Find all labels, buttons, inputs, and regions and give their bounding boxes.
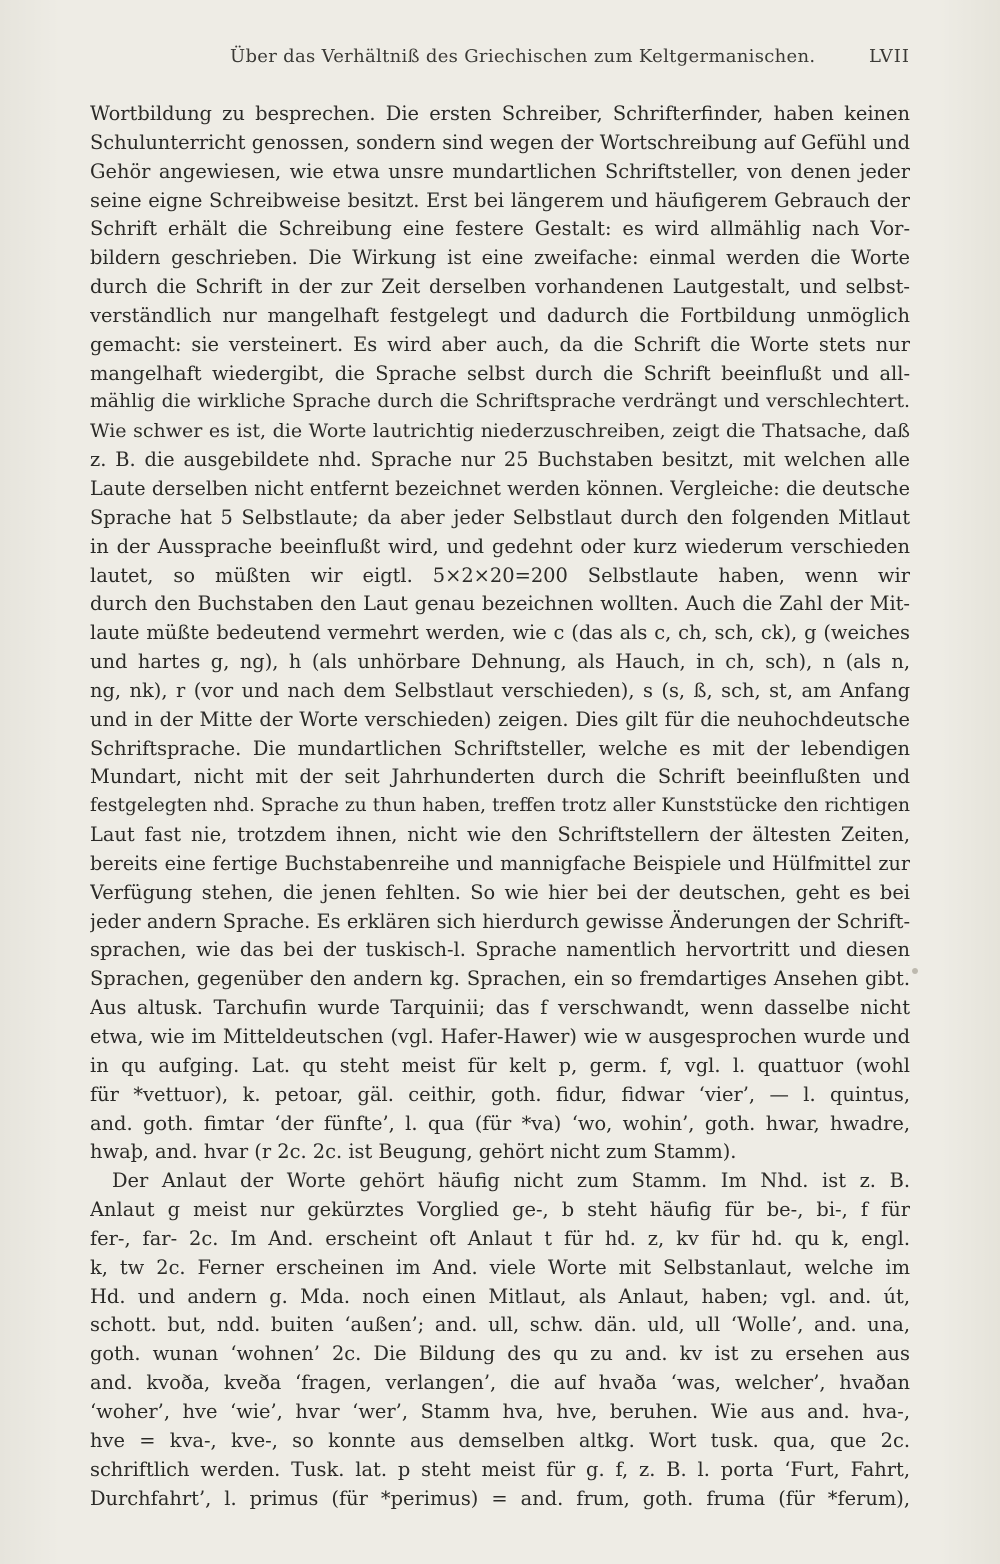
text-line: ‘woher’, hve ‘wie’, hvar ‘wer’, Stamm hva, hve, beruhen. Wie aus and. hva-, [90,1399,910,1423]
text-line: and. goth. fimtar ‘der fünfte’, l. qua (für *va) ‘wo, wohin’, goth. hwar, hwadre, [90,1111,910,1135]
text-line: z. B. die ausgebildete nhd. Sprache nur 25 Buchstaben besitzt, mit welchen alle [90,448,910,472]
text-line: Laute derselben nicht entfernt bezeichnet werden können. Vergleiche: die deutsche [90,476,910,500]
paper-speck [912,968,918,974]
text-line: Schriftsprache. Die mundartlichen Schriftsteller, welche es mit der lebendigen [90,736,910,760]
text-line: bereits eine fertige Buchstabenreihe und mannigfache Beispiele und Hülfmittel zur [90,851,910,875]
paragraph-first-line: Der Anlaut der Worte gehört häufig nicht zum Stamm. Im Nhd. ist z. B. [112,1169,910,1193]
text-line: laute müßte bedeutend vermehrt werden, wie c (das als c, ch, sch, ck), g (weiches [90,621,910,645]
text-line: Wie schwer es ist, die Worte lautrichtig niederzuschreiben, zeigt die Thatsache, daß [90,420,910,443]
text-line: Mundart, nicht mit der seit Jahrhunderten durch die Schrift beeinflußten und [90,765,910,789]
text-line: Aus altusk. Tarchufin wurde Tarquinii; das f verschwandt, wenn dasselbe nicht [90,996,910,1020]
text-line: and. kvoða, kveða ‘fragen, verlangen’, die auf hvaða ‘was, welcher’, hvaðan [90,1371,910,1395]
text-line: und hartes g, ng), h (als unhörbare Dehnung, als Hauch, in ch, sch), n (als n, [90,650,910,674]
text-line: lautet, so müßten wir eigtl. 5×2×20=200 Selbstlaute haben, wenn wir [90,563,910,587]
text-line: Verfügung stehen, die jenen fehlten. So wie hier bei der deutschen, geht es bei [90,880,910,904]
text-line: Sprache hat 5 Selbstlaute; da aber jeder Selbstlaut durch den folgenden Mitlaut [90,505,910,529]
text-line: Gehör angewiesen, wie etwa unsre mundartlichen Schriftsteller, von denen jeder [90,159,910,183]
text-line: Sprachen, gegenüber den andern kg. Sprachen, ein so fremdartiges Ansehen gibt. [90,967,910,991]
text-line: gemacht: sie versteinert. Es wird aber auch, da die Schrift die Worte stets nur [90,332,910,356]
text-line: ng, nk), r (vor und nach dem Selbstlaut verschieden), s (s, ß, sch, st, am Anfang [90,678,910,702]
text-line: sprachen, wie das bei der tuskisch-l. Sprache namentlich hervortritt und diesen [90,938,910,962]
text-line: schott. but, ndd. buiten ‘außen’; and. ull, schw. dän. uld, ull ‘Wolle’, and. una, [90,1313,910,1337]
text-line: hve = kva-, kve-, so konnte aus demselben altkg. Wort tusk. qua, que 2c. [90,1428,910,1452]
text-line: festgelegten nhd. Sprache zu thun haben, treffen trotz aller Kunststücke den richtigen [90,795,910,817]
text-line: durch den Buchstaben den Laut genau bezeichnen wollten. Auch die Zahl der Mit- [90,592,910,616]
text-line: in qu aufging. Lat. qu steht meist für kelt p, germ. f, vgl. l. quattuor (wohl [90,1053,910,1077]
text-line: etwa, wie im Mitteldeutschen (vgl. Hafer-Hawer) wie w ausgesprochen wurde und [90,1025,910,1048]
text-line: schriftlich werden. Tusk. lat. p steht meist für g. f, z. B. l. porta ‘Furt, Fahrt, [90,1457,910,1481]
text-line: hwaþ, and. hvar (r 2c. 2c. ist Beugung, gehört nicht zum Stamm). [90,1140,737,1164]
text-line: Laut fast nie, trotzdem ihnen, nicht wie den Schriftstellern der ältesten Zeiten, [90,823,910,847]
text-line: Schulunterricht genossen, sondern sind wegen der Wortschreibung auf Gefühl und [90,130,910,154]
text-line: Anlaut g meist nur gekürztes Vorglied ge-, b steht häufig für be-, bi-, f für [90,1198,910,1222]
text-line: Wortbildung zu besprechen. Die ersten Schreiber, Schrifterfinder, haben keinen [90,102,910,125]
text-line: Schrift erhält die Schreibung eine festere Gestalt: es wird allmählig nach Vor- [90,217,910,241]
text-line: fer-, far- 2c. Im And. erscheint oft Anlaut t für hd. z, kv für hd. qu k, engl. [90,1226,910,1250]
text-line: mangelhaft wiedergibt, die Sprache selbst durch die Schrift beeinflußt und all- [90,361,910,385]
running-head: Über das Verhältniß des Griechischen zum Keltgermanischen. [230,46,816,67]
text-line: verständlich nur mangelhaft festgelegt und dadurch die Fortbildung unmöglich [90,303,910,327]
text-line: bildern geschrieben. Die Wirkung ist eine zweifache: einmal werden die Worte [90,246,910,270]
body-text [90,100,910,1513]
text-line: seine eigne Schreibweise besitzt. Erst bei längerem und häufigerem Gebrauch der [90,188,910,212]
text-line: jeder andern Sprache. Es erklären sich hierdurch gewisse Änderungen der Schrift- [90,909,910,933]
page-header [90,46,910,76]
text-line: und in der Mitte der Worte verschieden) zeigen. Dies gilt für die neuhochdeutsche [90,707,910,731]
text-line: für *vettuor), k. petoar, gäl. ceithir, goth. fidur, fidwar ‘vier’, — l. quintus, [90,1082,910,1106]
text-line: Durchfahrt’, l. primus (für *perimus) = and. frum, goth. fruma (für *ferum), [90,1486,910,1510]
page-number: LVII [868,46,910,67]
text-line: durch die Schrift in der zur Zeit derselben vorhandenen Lautgestalt, und selbst- [90,275,910,299]
text-line: goth. wunan ‘wohnen’ 2c. Die Bildung des qu zu and. kv ist zu ersehen aus [90,1342,910,1366]
text-line: in der Aussprache beeinflußt wird, und gedehnt oder kurz wiederum verschieden [90,534,910,558]
text-line: Hd. und andern g. Mda. noch einen Mitlaut, als Anlaut, haben; vgl. and. út, [90,1284,910,1308]
text-line: k, tw 2c. Ferner erscheinen im And. viele Worte mit Selbstanlaut, welche im [90,1255,910,1279]
text-line: mählig die wirkliche Sprache durch die Schriftsprache verdrängt und verschlechtert. [90,391,910,413]
